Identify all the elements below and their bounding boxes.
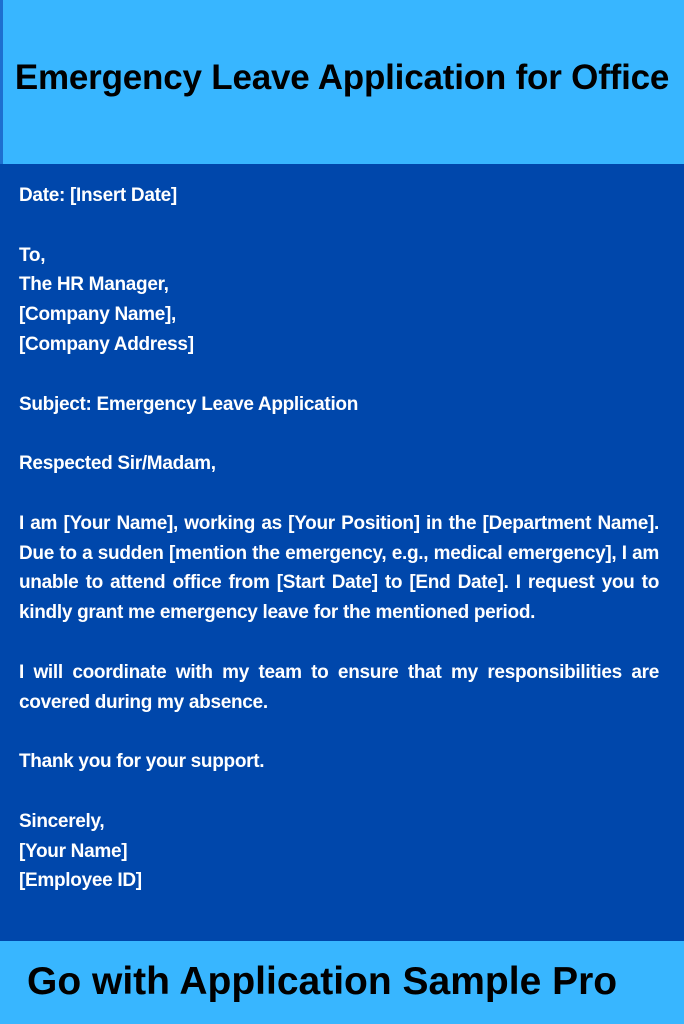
letter-salutation: Respected Sir/Madam, (19, 453, 216, 475)
letter-company-address: [Company Address] (19, 333, 194, 355)
header-banner (0, 0, 684, 164)
letter-date: Date: [Insert Date] (19, 185, 177, 206)
letter-to: To, (19, 244, 46, 266)
footer-text: Go with Application Sample Pro (27, 960, 618, 1003)
page-title: Emergency Leave Application for Office (14, 58, 670, 97)
letter-recipient: The HR Manager, (19, 274, 169, 296)
letter-paragraph-2: I will coordinate with my team to ensure that my responsibilities are covered during my absence. (19, 661, 659, 713)
letter-thanks: Thank you for your support. (19, 751, 265, 773)
letter-closing: Sincerely, (19, 810, 105, 832)
letter-subject: Subject: Emergency Leave Application (19, 393, 359, 415)
letter-signature-name: [Your Name] (19, 840, 128, 862)
letter-paragraph-1: I am [Your Name], working as [Your Position] in the [Department Name]. Due to a sudden [mention the emergency, e.g., medical emergency], I am unable to attend office from [Start Date] to [End Date]. I request you to kindly grant me emergency leave for the mentioned period. (19, 512, 659, 624)
letter-signature-id: [Employee ID] (19, 870, 142, 892)
letter-company-name: [Company Name], (19, 304, 177, 326)
footer-banner (0, 941, 684, 1024)
letter-body (19, 181, 659, 896)
